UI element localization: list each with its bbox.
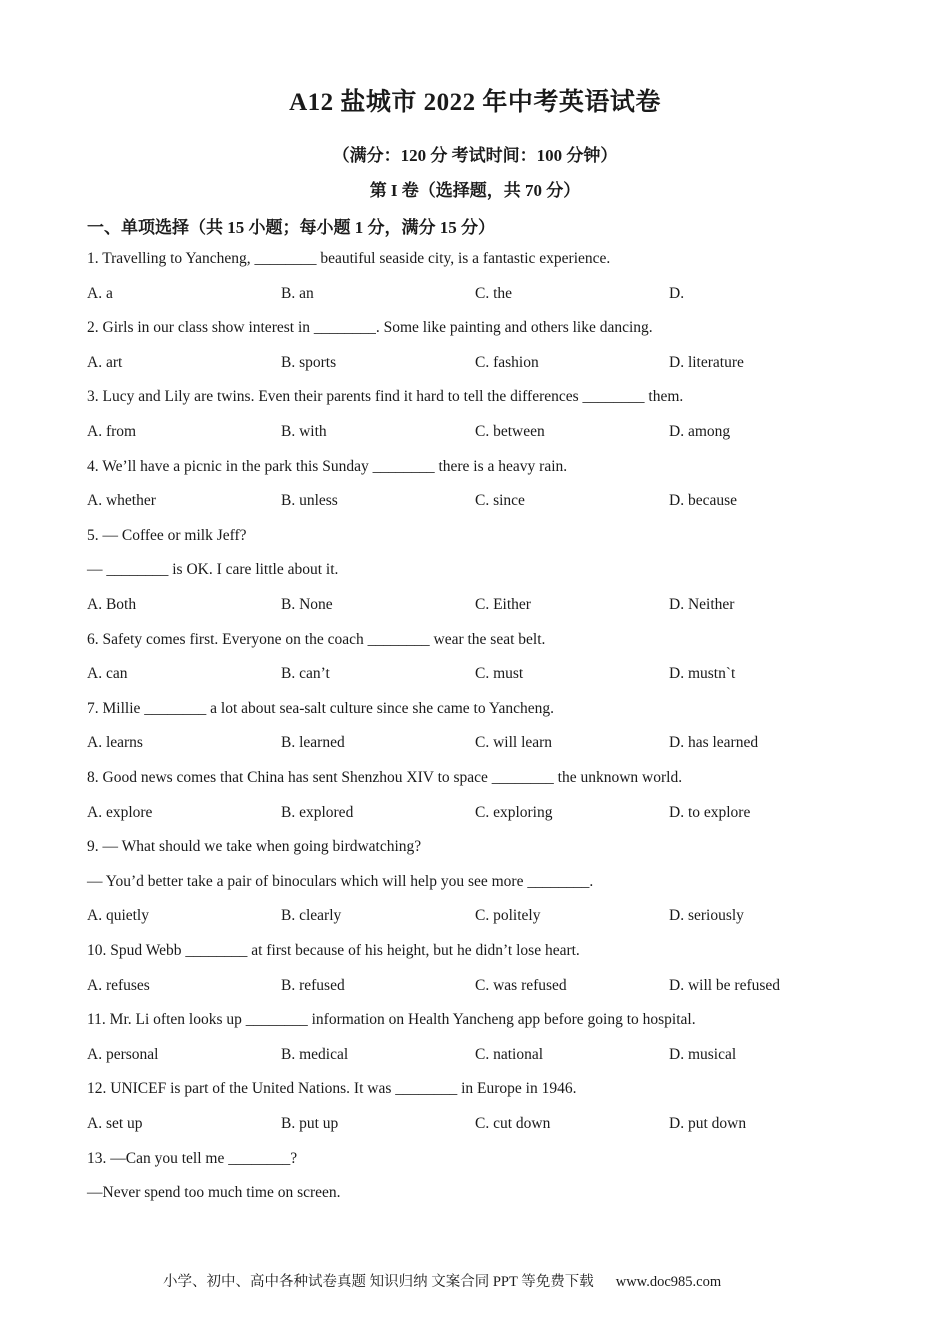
answer-option[interactable]: B. explored (281, 803, 354, 821)
answer-option[interactable]: D. has learned (669, 734, 759, 752)
answer-option[interactable]: D. because (669, 492, 737, 510)
answer-option[interactable]: C. the (475, 284, 513, 302)
question-line: 13. —Can you tell me ________? (87, 1149, 298, 1167)
section-heading: 一、单项选择（共 15 小题；每小题 1 分，满分 15 分） (87, 218, 495, 237)
answer-option[interactable]: D. literature (669, 353, 744, 371)
answer-option[interactable]: C. will learn (475, 734, 553, 752)
answer-option[interactable]: B. unless (281, 492, 338, 510)
answer-option[interactable]: A. art (87, 353, 123, 371)
answer-option[interactable]: D. musical (669, 1045, 737, 1063)
answer-option[interactable]: A. refuses (87, 976, 150, 994)
answer-option[interactable]: A. can (87, 665, 128, 683)
answer-option[interactable]: B. None (281, 596, 333, 613)
exam-info: （满分：120 分 考试时间：100 分钟） (332, 146, 618, 165)
answer-option[interactable]: D. to explore (669, 803, 751, 821)
question-line: 3. Lucy and Lily are twins. Even their parents find it hard to tell the differences ________ them. (87, 388, 684, 406)
answer-option[interactable]: D. Neither (669, 596, 735, 613)
answer-option[interactable]: B. an (281, 284, 314, 302)
answer-option[interactable]: A. learns (87, 734, 143, 752)
answer-option[interactable]: C. was refused (475, 976, 567, 994)
question-line: 11. Mr. Li often looks up ________ information on Health Yancheng app before going to hospital. (87, 1011, 696, 1029)
question-line: 12. UNICEF is part of the United Nations. It was ________ in Europe in 1946. (87, 1080, 577, 1098)
question-line: 4. We’ll have a picnic in the park this Sunday ________ there is a heavy rain. (87, 457, 568, 475)
answer-option[interactable]: B. refused (281, 976, 345, 994)
answer-option[interactable]: B. learned (281, 734, 345, 752)
answer-option[interactable]: B. sports (281, 353, 337, 371)
answer-option[interactable]: C. politely (475, 907, 541, 925)
question-line: 9. — What should we take when going birdwatching? (87, 838, 422, 856)
volume-heading: 第 I 卷（选择题，共 70 分） (369, 181, 581, 200)
answer-option[interactable]: A. Both (87, 596, 137, 613)
answer-option[interactable]: C. between (475, 423, 545, 440)
answer-option[interactable]: C. Either (475, 596, 531, 613)
answer-option[interactable]: D. mustn`t (669, 665, 736, 683)
question-line: 8. Good news comes that China has sent Shenzhou XIV to space ________ the unknown world. (87, 769, 683, 786)
answer-option[interactable]: C. fashion (475, 353, 539, 371)
answer-option[interactable]: B. can’t (281, 665, 330, 683)
answer-option[interactable]: A. quietly (87, 907, 149, 925)
answer-option[interactable]: C. since (475, 492, 525, 510)
answer-option[interactable]: D. (669, 284, 685, 302)
answer-option[interactable]: D. will be refused (669, 976, 781, 994)
answer-option[interactable]: B. put up (281, 1115, 339, 1132)
answer-option[interactable]: C. must (475, 665, 524, 683)
answer-option[interactable]: A. from (87, 423, 137, 440)
question-line: 2. Girls in our class show interest in ________. Some like painting and others like dancing. (87, 319, 653, 337)
answer-option[interactable]: C. exploring (475, 803, 553, 821)
question-line: 1. Travelling to Yancheng, ________ beautiful seaside city, is a fantastic experience. (87, 250, 611, 267)
footer-url[interactable]: www.doc985.com (615, 1274, 722, 1290)
question-line: 5. — Coffee or milk Jeff? (87, 526, 247, 544)
question-line: 10. Spud Webb ________ at first because of his height, but he didn’t lose heart. (87, 942, 580, 959)
answer-option[interactable]: A. a (87, 284, 113, 302)
question-line: — You’d better take a pair of binoculars which will help you see more ________. (87, 872, 594, 890)
footer-text: 小学、初中、高中各种试卷真题 知识归纳 文案合同 PPT 等免费下载 (163, 1274, 594, 1290)
answer-option[interactable]: B. medical (281, 1045, 349, 1063)
answer-option[interactable]: A. whether (87, 492, 156, 510)
question-line: 6. Safety comes first. Everyone on the coach ________ wear the seat belt. (87, 630, 546, 648)
answer-option[interactable]: B. with (281, 423, 327, 440)
footer (163, 1270, 721, 1291)
question-line: 7. Millie ________ a lot about sea-salt culture since she came to Yancheng. (87, 699, 555, 717)
answer-option[interactable]: C. national (475, 1045, 544, 1063)
answer-option[interactable]: A. set up (87, 1115, 143, 1132)
answer-option[interactable]: C. cut down (475, 1115, 551, 1132)
answer-option[interactable]: A. explore (87, 803, 153, 821)
page-title: A12 盐城市 2022 年中考英语试卷 (289, 89, 661, 116)
answer-option[interactable]: A. personal (87, 1045, 159, 1063)
question-line: —Never spend too much time on screen. (87, 1184, 341, 1202)
question-line: — ________ is OK. I care little about it. (87, 561, 339, 579)
answer-option[interactable]: B. clearly (281, 907, 342, 925)
answer-option[interactable]: D. put down (669, 1115, 747, 1132)
answer-option[interactable]: D. seriously (669, 907, 744, 925)
answer-option[interactable]: D. among (669, 423, 731, 440)
